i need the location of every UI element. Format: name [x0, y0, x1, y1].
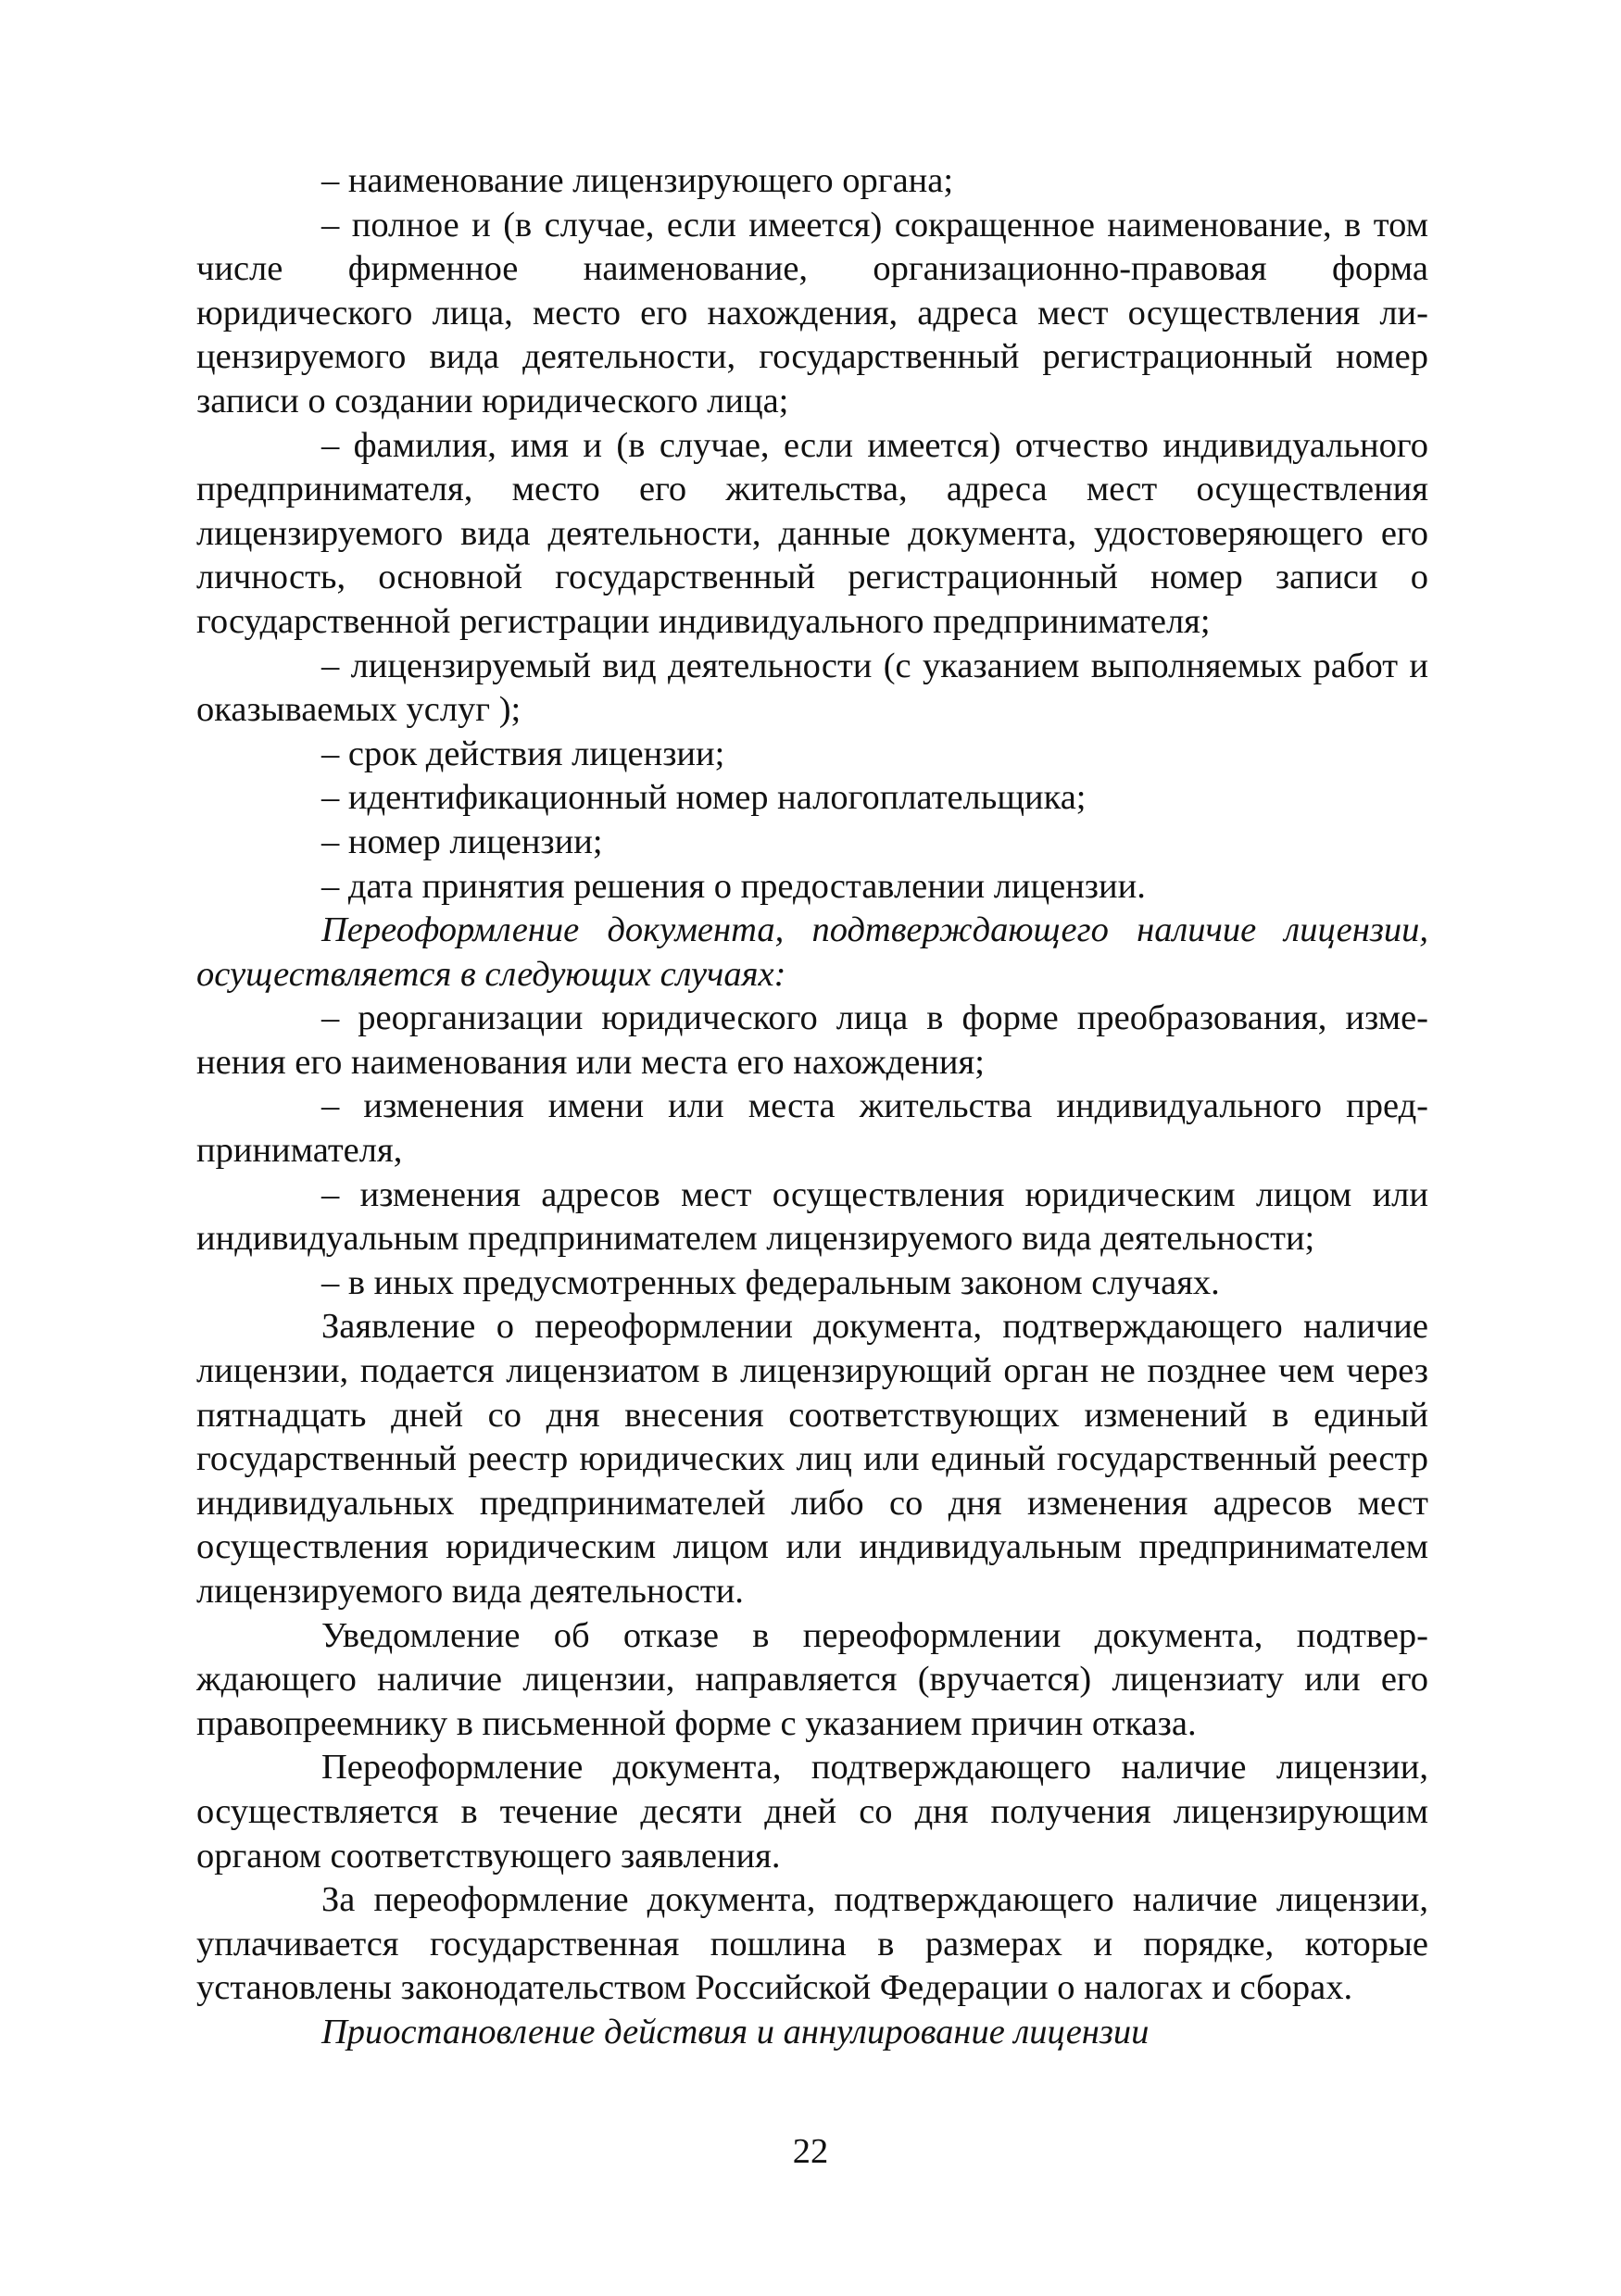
list-item-address-change: – изменения адресов мест осуществления юридическим лицом или индивидуальным предпринимателем лицензируемого вида деятельности;: [196, 1174, 1428, 1259]
list-item-decision-date: – дата принятия решения о предоставлении лицензии.: [321, 866, 1146, 906]
section-heading-reissue-cases: Переоформление документа, подтверждающего наличие лицензии, осуществляется в следующих случаях:: [196, 910, 1428, 994]
list-item-legal-entity-name: – полное и (в случае, если имеется) сокращенное наименование, в том числе фирменное наименование, организационно-правовая форма юридического лица, место его нахождения, адреса мест осуществления лицензируемого вида деятельности, государственный регистрационный номер записи о создании юридического лица;: [196, 205, 1428, 420]
list-item-license-number: – номер лицензии;: [321, 822, 603, 861]
list-item-other-cases: – в иных предусмотренных федеральным законом случаях.: [321, 1262, 1220, 1302]
section-heading-suspension: Приостановление действия и аннулирование лицензии: [321, 2012, 1150, 2051]
list-item-name-change: – изменения имени или места жительства индивидуального предпринимателя,: [196, 1086, 1428, 1171]
list-item-reorganization: – реорганизации юридического лица в форме преобразования, изменения его наименования или места его нахождения;: [196, 998, 1428, 1082]
list-item-tax-id: – идентификационный номер налогоплательщика;: [321, 778, 1087, 818]
paragraph-refusal-notice: Уведомление об отказе в переоформлении документа, подтверждающего наличие лицензии, направляется (вручается) лицензиату или его правопреемнику в письменной форме с указанием причин отказа.: [196, 1615, 1428, 1743]
list-item-licensing-authority: – наименование лицензирующего органа;: [321, 161, 954, 200]
list-item-entrepreneur-name: – фамилия, имя и (в случае, если имеется) отчество индивидуального предпринимателя, место его жительства, адреса мест осуществления лицензируемого вида деятельности, данные документа, удостоверяющего его личность, основной государственный регистрационный номер записи о государственной регистрации индивидуального предпринимателя;: [196, 425, 1428, 641]
page-number: 22: [792, 2132, 829, 2171]
list-item-license-term: – срок действия лицензии;: [321, 734, 725, 773]
paragraph-application-deadline: Заявление о переоформлении документа, подтверждающего наличие лицензии, подается лицензиатом в лицензирующий орган не позднее чем через пятнадцать дней со дня внесения соответствующих изменений в единый государственный реестр юридических лиц или единый государственный реестр индивидуальных предпринимателей либо со дня изменения адресов мест осуществления юридическим лицом или индивидуальным предпринимателем лицензируемого вида деятельности.: [196, 1307, 1428, 1611]
paragraph-state-fee: За переоформление документа, подтверждающего наличие лицензии, уплачивается государственная пошлина в размерах и порядке, которые установлены законодательством Российской Федерации о налогах и сборах.: [196, 1880, 1428, 2008]
list-item-activity-type: – лицензируемый вид деятельности (с указанием выполняемых работ и оказываемых услуг );: [196, 646, 1428, 730]
paragraph-reissue-term: Переоформление документа, подтверждающего наличие лицензии, осуществляется в течение десяти дней со дня получения лицензирующим органом соответствующего заявления.: [196, 1748, 1428, 1876]
document-page: [196, 159, 1428, 2055]
